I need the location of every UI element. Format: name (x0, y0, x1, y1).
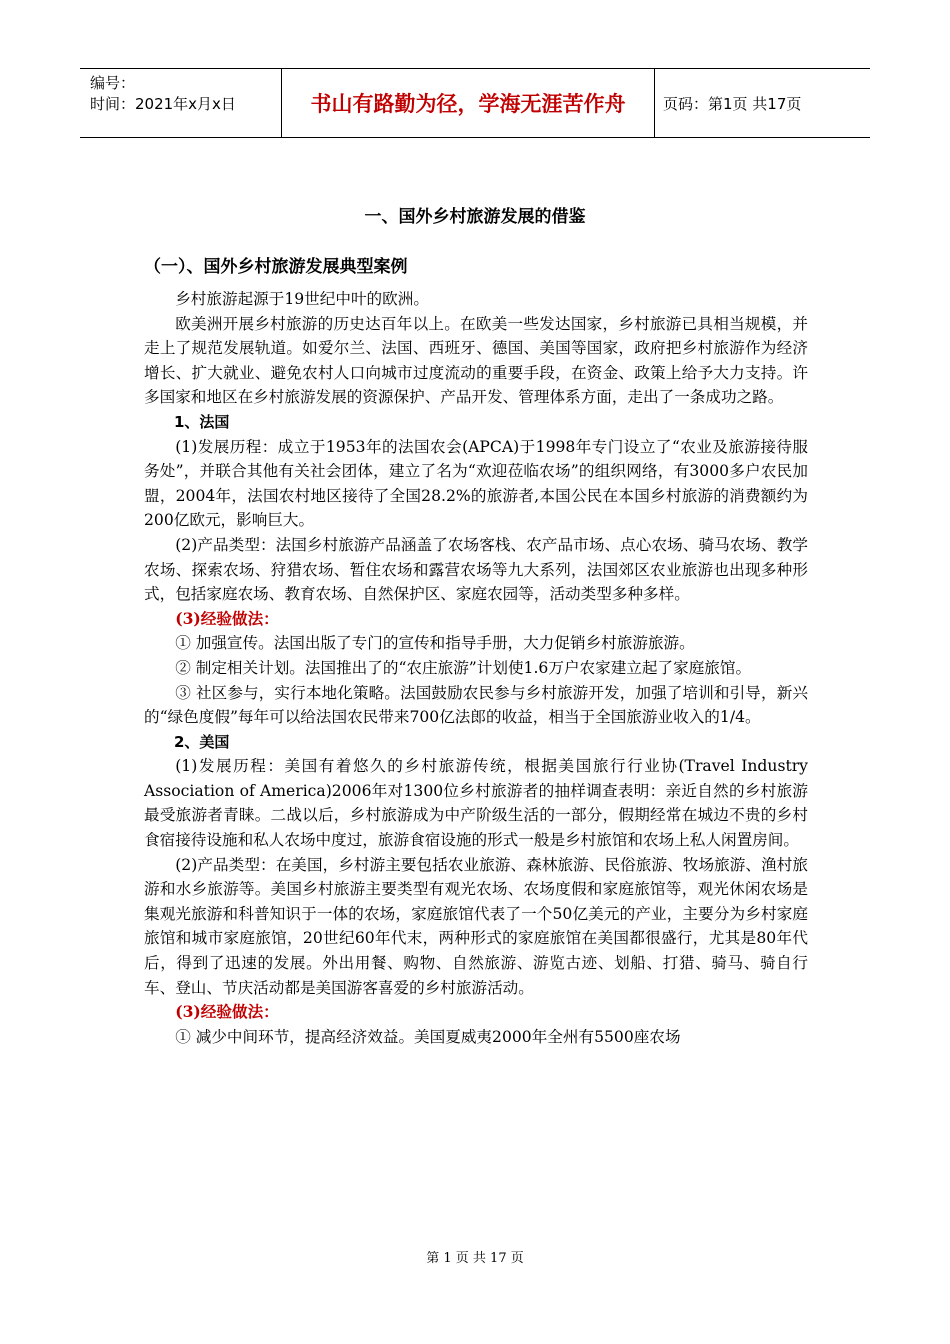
section-heading-france: 1、法国 (174, 412, 230, 431)
list-item: ③ 社区参与，实行本地化策略。法国鼓励农民参与乡村旅游开发，加强了培训和引导，新兴的“绿色度假”每年可以给法国农民带来700亿法郎的收益，相当于全国旅游业收入的1/4。 (144, 683, 808, 727)
paragraph: (1)发展历程：美国有着悠久的乡村旅游传统，根据美国旅行行业协(Travel Industry Association of America)2006年对1300位乡村旅游者的抽样调查表明：亲近自然的乡村旅游最受旅游者青睐。二战以后，乡村旅游成为中产阶级生活的一部分，假期经常在城边不贵的乡村食宿接待设施和私人农场中度过，旅游食宿设施的形式一般是乡村旅馆和农场上私人闲置房间。 (144, 757, 808, 850)
header-motto: 书山有路勤为径，学海无涯苦作舟 (282, 69, 655, 137)
paragraph: (1)发展历程：成立于1953年的法国农会(APCA)于1998年专门设立了“农业及旅游接待服务处”，并联合其他有关社会团体，建立了名为“欢迎莅临农场”的组织网络，有3000多户农民加盟，2004年，法国农村地区接待了全国28.2%的旅游者,本国公民在本国乡村旅游的消费额约为200亿欧元，影响巨大。 (144, 437, 808, 530)
document-body (144, 287, 808, 1049)
page-footer: 第 1 页 共 17 页 (426, 1251, 524, 1266)
section-subtitle: （一）、国外乡村旅游发展典型案例 (144, 257, 408, 277)
paragraph: (2)产品类型：在美国，乡村游主要包括农业旅游、森林旅游、民俗旅游、牧场旅游、渔村旅游和水乡旅游等。美国乡村旅游主要类型有观光农场、农场度假和家庭旅馆等，观光休闲农场是集观光旅游和科普知识于一体的农场，家庭旅馆代表了一个50亿美元的产业，主要分为乡村家庭旅馆和城市家庭旅馆，20世纪60年代末，两种形式的家庭旅馆在美国都很盛行，尤其是80年代后，得到了迅速的发展。外出用餐、购物、自然旅游、游览古迹、划船、打猎、骑马、骑自行车、登山、节庆活动都是美国游客喜爱的乡村旅游活动。 (144, 855, 808, 997)
paragraph: 乡村旅游起源于19世纪中叶的欧洲。 (175, 290, 429, 308)
experience-heading: (3)经验做法： (175, 608, 279, 628)
number-label: 编号： (90, 74, 136, 92)
page-header (80, 68, 870, 138)
experience-heading: (3)经验做法： (175, 1002, 279, 1022)
list-item: ① 减少中间环节，提高经济效益。美国夏威夷2000年全州有5500座农场 (175, 1027, 681, 1046)
list-item: ① 加强宣传。法国出版了专门的宣传和指导手册，大力促销乡村旅游旅游。 (175, 634, 695, 653)
list-item: ② 制定相关计划。法国推出了的“农庄旅游”计划使1.6万户农家建立起了家庭旅馆。 (175, 658, 752, 677)
section-heading-usa: 2、美国 (174, 732, 230, 751)
time-label: 时间：2021年x月x日 (90, 95, 236, 113)
header-meta (80, 69, 282, 137)
header-page-info: 页码：第1页 共17页 (663, 94, 802, 113)
paragraph: 欧美洲开展乡村旅游的历史达百年以上。在欧美一些发达国家，乡村旅游已具相当规模，并走上了规范发展轨道。如爱尔兰、法国、西班牙、德国、美国等国家，政府把乡村旅游作为经济增长、扩大就业、避免农村人口向城市过度流动的重要手段，在资金、政策上给予大力支持。许多国家和地区在乡村旅游发展的资源保护、产品开发、管理体系方面，走出了一条成功之路。 (144, 314, 808, 407)
paragraph: (2)产品类型：法国乡村旅游产品涵盖了农场客栈、农产品市场、点心农场、骑马农场、教学农场、探索农场、狩猎农场、暂住农场和露营农场等九大系列，法国郊区农业旅游也出现多种形式，包括家庭农场、教育农场、自然保护区、家庭农园等，活动类型多种多样。 (144, 535, 808, 604)
document-title: 一、国外乡村旅游发展的借鉴 (364, 207, 586, 227)
